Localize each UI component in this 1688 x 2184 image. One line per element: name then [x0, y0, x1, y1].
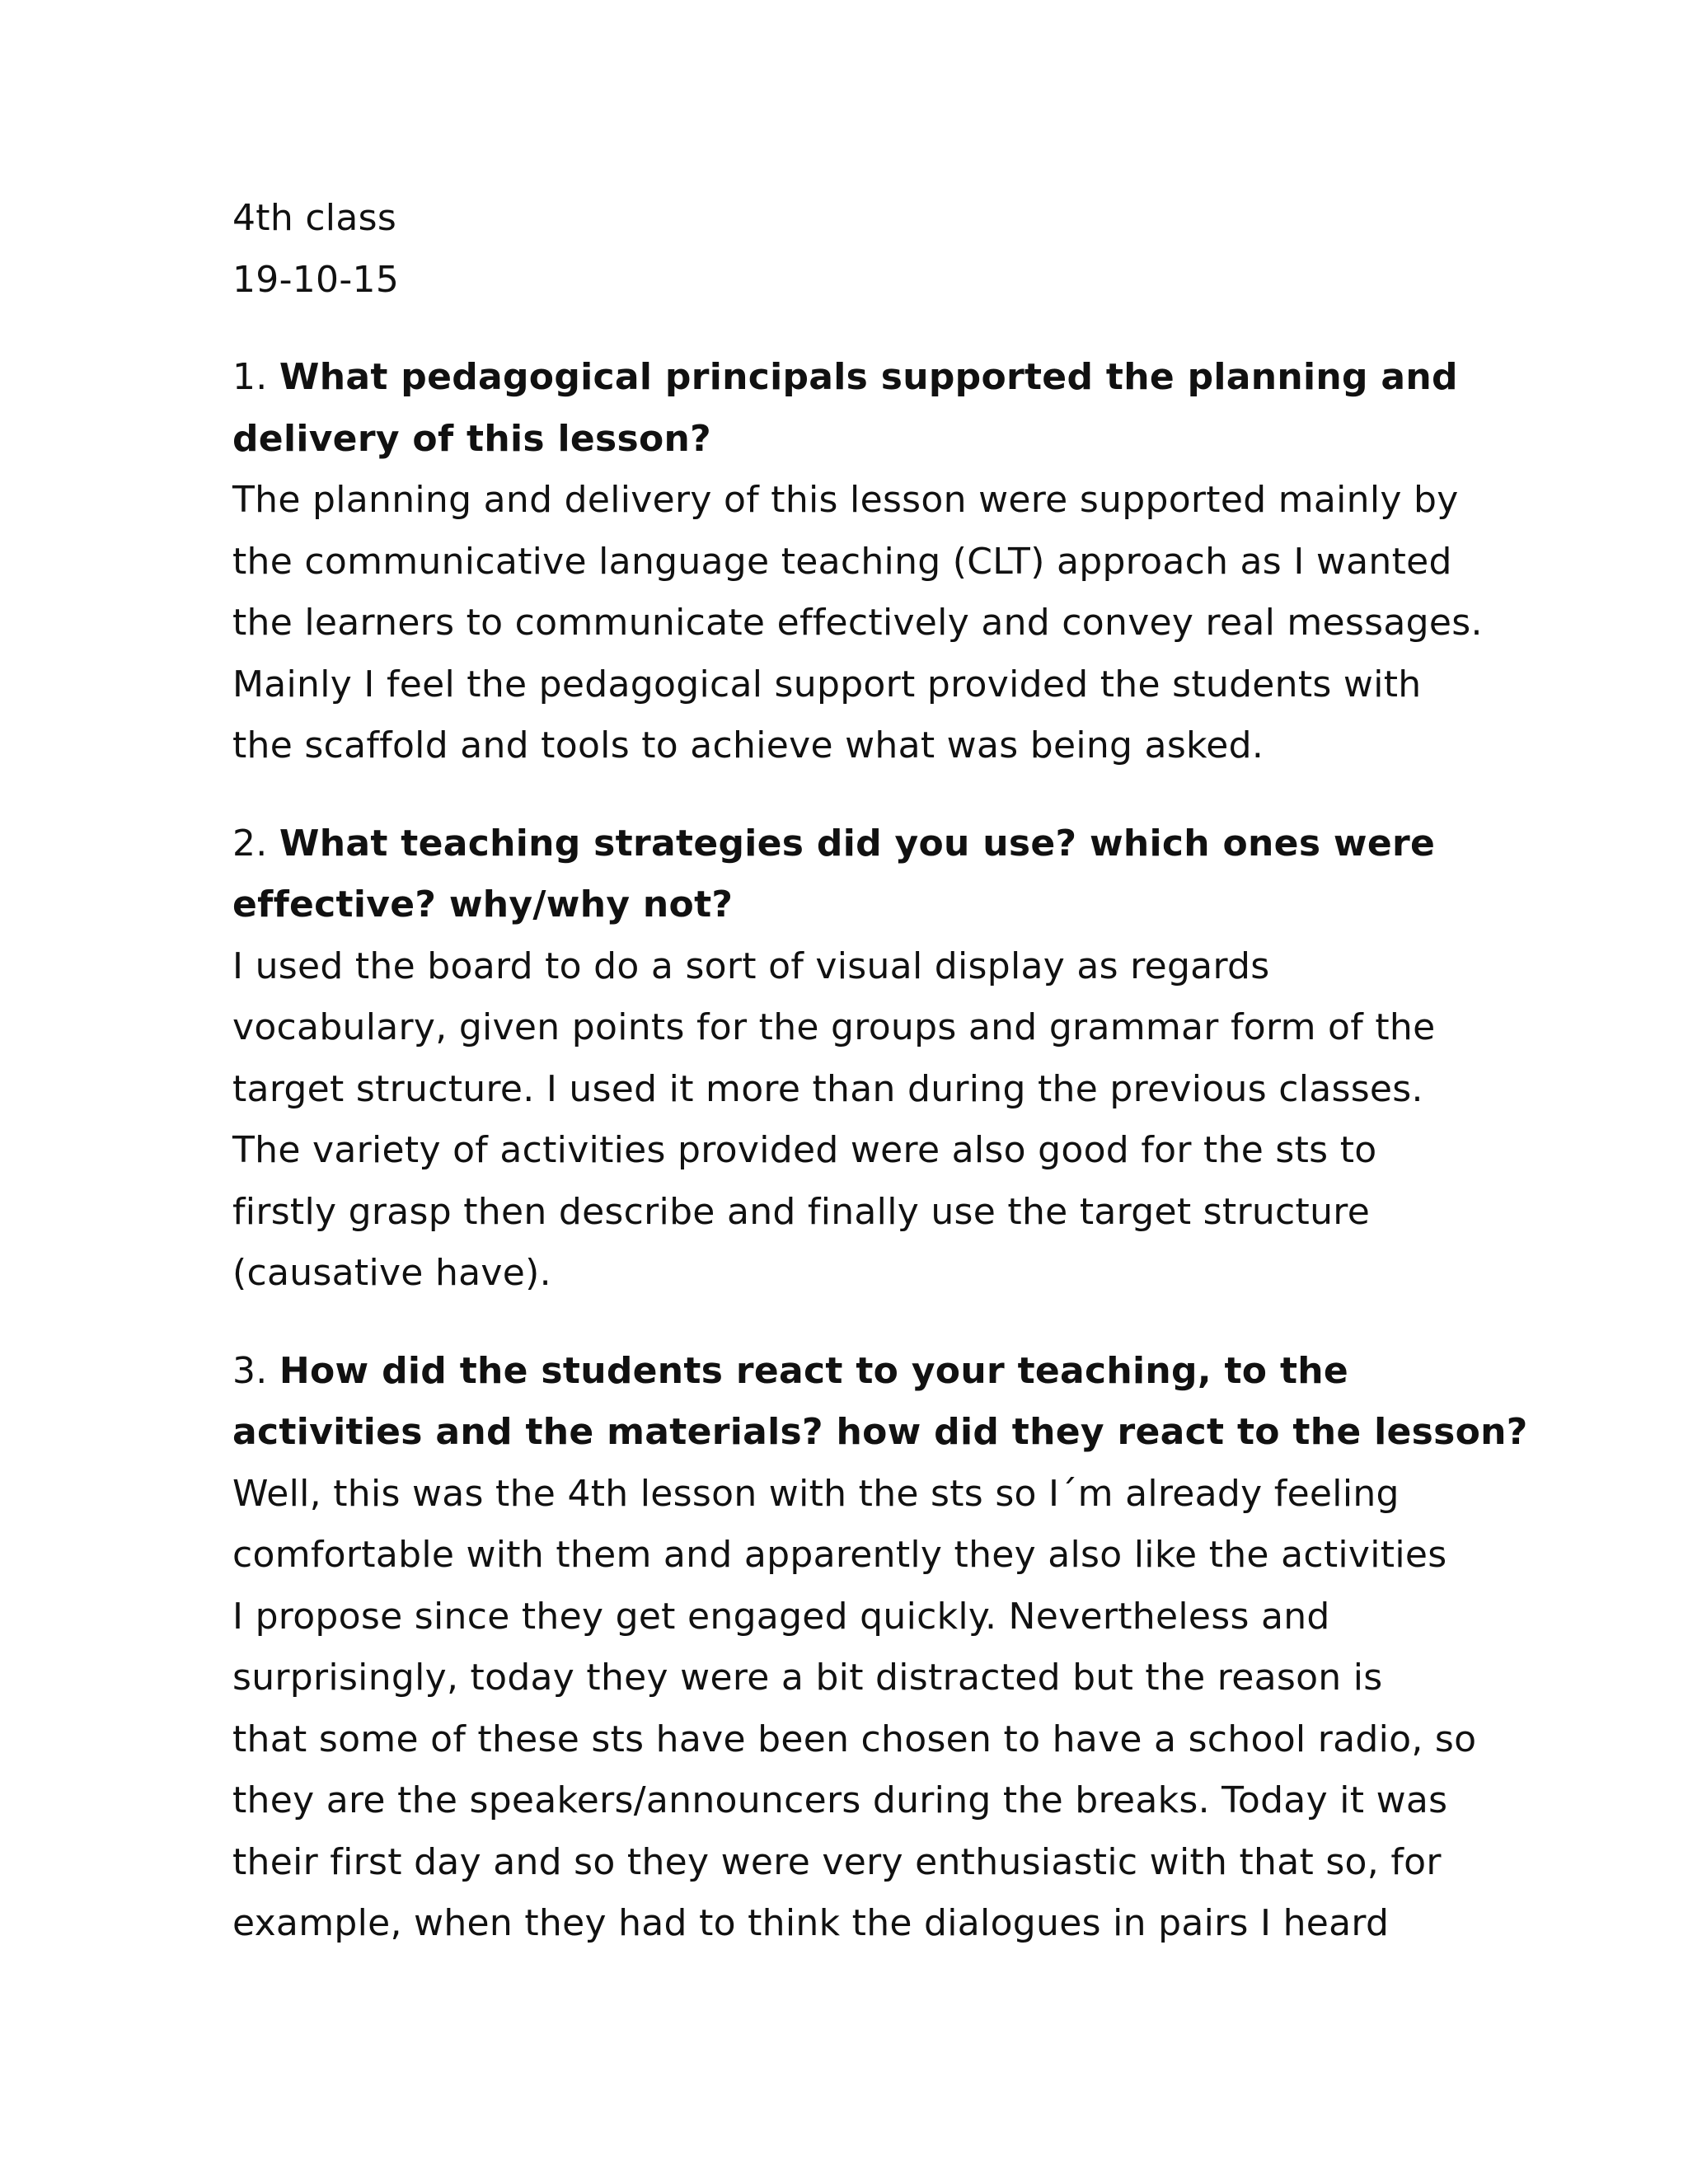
question-1-text: What pedagogical principals supported the planning and [279, 356, 1458, 398]
answer-1-line: the scaffold and tools to achieve what was being asked. [232, 724, 1264, 766]
answer-1-line: Mainly I feel the pedagogical support provided the students with [232, 663, 1422, 705]
answer-1-line: The planning and delivery of this lesson were supported mainly by [232, 479, 1459, 521]
question-1-line-1 [232, 347, 1485, 409]
answer-3-line: their first day and so they were very enthusiastic with that so, for [232, 1840, 1442, 1883]
question-1-number: 1. [232, 356, 268, 398]
question-3-number: 3. [232, 1349, 268, 1392]
answer-3-line: I propose since they get engaged quickly. Nevertheless and [232, 1595, 1330, 1638]
answer-2-line: (causative have). [232, 1252, 551, 1294]
answer-3-line: comfortable with them and apparently they also like the activities [232, 1534, 1447, 1576]
question-3-line-2: activities and the materials? how did they react to the lesson? [232, 1411, 1528, 1453]
question-2-text: What teaching strategies did you use? which ones were [279, 822, 1436, 865]
question-3-text: How did the students react to your teaching, to the [279, 1349, 1349, 1392]
answer-2-line: vocabulary, given points for the groups and grammar form of the [232, 1006, 1436, 1048]
answer-2-line: target structure. I used it more than during the previous classes. [232, 1067, 1423, 1110]
document-date: 19-10-15 [232, 258, 400, 301]
question-section-1 [232, 347, 1485, 777]
answer-3-line: example, when they had to think the dialogues in pairs I heard [232, 1902, 1390, 1944]
answer-3-line: Well, this was the 4th lesson with the sts so I´m already feeling [232, 1472, 1400, 1515]
class-label: 4th class [232, 197, 397, 239]
question-2-line-2: effective? why/why not? [232, 883, 734, 926]
answer-1-line: the communicative language teaching (CLT) approach as I wanted [232, 540, 1452, 583]
answer-3-line: surprisingly, today they were a bit distracted but the reason is [232, 1657, 1383, 1699]
question-section-3 [232, 1341, 1528, 1955]
question-section-2 [232, 813, 1485, 1305]
answer-1-line: the learners to communicate effectively and convey real messages. [232, 602, 1483, 644]
answer-2-line: The variety of activities provided were also good for the sts to [232, 1129, 1377, 1171]
document-page [232, 188, 1528, 1955]
question-3-line-1 [232, 1341, 1485, 1403]
answer-3-line: that some of these sts have been chosen to have a school radio, so [232, 1718, 1477, 1760]
answer-2-line: firstly grasp then describe and finally use the target structure [232, 1190, 1371, 1233]
question-2-number: 2. [232, 822, 268, 865]
answer-2-line: I used the board to do a sort of visual display as regards [232, 944, 1270, 987]
answer-3-line: they are the speakers/announcers during the breaks. Today it was [232, 1779, 1448, 1821]
question-1-line-2: delivery of this lesson? [232, 417, 711, 460]
question-2-line-1 [232, 813, 1485, 875]
